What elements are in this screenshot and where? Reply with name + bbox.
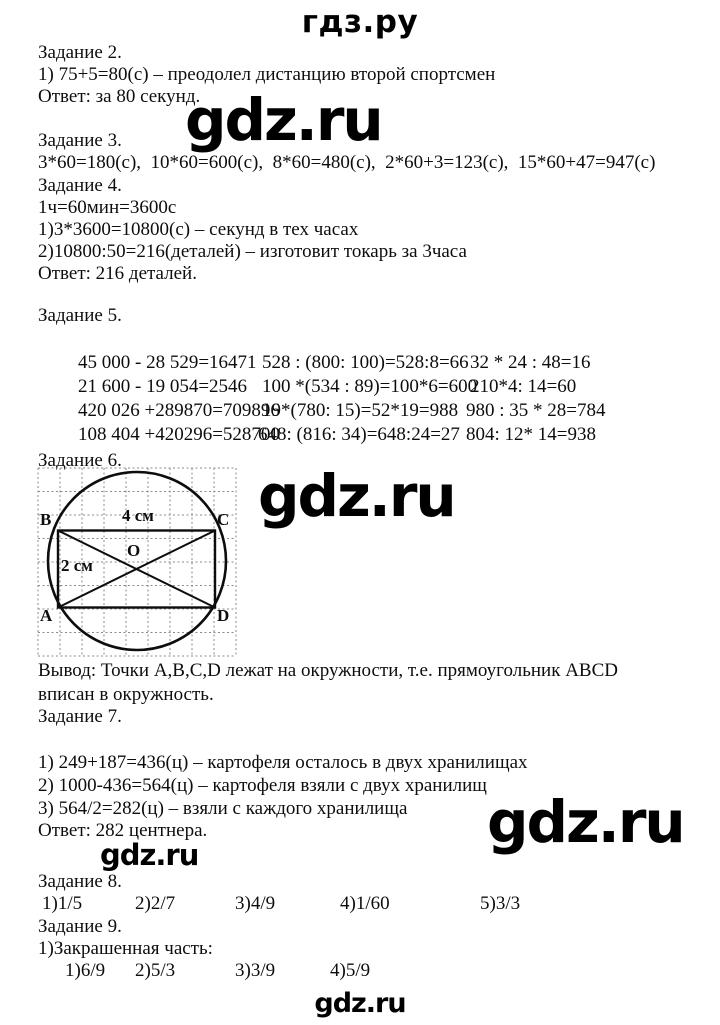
site-logo-header: гдз.ру <box>301 4 419 40</box>
point-label-a: A <box>40 606 53 625</box>
calc-cell: 100 *(534 : 89)=100*6=600 <box>262 376 478 397</box>
center-label-o: О <box>127 541 141 560</box>
task4-line1: 1ч=60мин=3600с <box>38 197 177 218</box>
task4-title: Задание 4. <box>38 175 122 196</box>
task2-answer: Ответ: за 80 секунд. <box>38 86 201 107</box>
task3-line1: 3*60=180(с), 10*60=600(с), 8*60=480(с), 2*60+3=123(с), 15*60+47=947(с) <box>38 152 656 173</box>
task9-title: Задание 9. <box>38 916 122 937</box>
point-label-d: D <box>217 606 230 625</box>
task7-answer: Ответ: 282 центнера. <box>38 820 208 841</box>
calc-cell: 210*4: 14=60 <box>470 376 577 397</box>
task6-figure <box>37 466 239 658</box>
calc-cell: 19*(780: 15)=52*19=988 <box>262 400 459 421</box>
fraction-item: 1)6/9 <box>65 960 106 981</box>
task8-title: Задание 8. <box>38 871 122 892</box>
point-label-c: C <box>217 510 230 529</box>
task7-title: Задание 7. <box>38 706 122 727</box>
calc-cell: 420 026 +289870=709896 <box>78 400 280 421</box>
watermark-gdz-3: gdz.ru <box>487 788 684 856</box>
task7-line3: 3) 564/2=282(ц) – взяли с каждого хранилища <box>38 798 408 819</box>
fraction-item: 3)3/9 <box>235 960 276 981</box>
watermark-gdz-1: gdz.ru <box>185 86 382 154</box>
fraction-item: 1)1/5 <box>42 893 83 914</box>
point-label-b: B <box>40 510 52 529</box>
width-dimension-label: 4 см <box>122 506 154 525</box>
task3-title: Задание 3. <box>38 130 122 151</box>
fraction-item: 2)2/7 <box>135 893 176 914</box>
calc-cell: 980 : 35 * 28=784 <box>466 400 606 421</box>
task6-conclusion-line2: вписан в окружность. <box>38 684 214 705</box>
task5-title: Задание 5. <box>38 305 122 326</box>
task9-subtitle: 1)Закрашенная часть: <box>38 938 213 959</box>
task6-title: Задание 6. <box>38 450 122 471</box>
task4-line2: 1)3*3600=10800(с) – секунд в тех часах <box>38 219 359 240</box>
calc-cell: 804: 12* 14=938 <box>466 424 596 445</box>
calc-cell: 45 000 - 28 529=16471 <box>78 352 257 373</box>
task6-conclusion-line1: Вывод: Точки А,В,С,D лежат на окружности, т.е. прямоугольник ABCD <box>38 660 618 681</box>
height-dimension-label: 2 см <box>61 556 93 575</box>
task2-title: Задание 2. <box>38 42 122 63</box>
task4-answer: Ответ: 216 деталей. <box>38 263 197 284</box>
fraction-item: 5)3/3 <box>480 893 521 914</box>
calc-cell: 648: (816: 34)=648:24=27 <box>258 424 460 445</box>
calc-cell: 108 404 +420296=528700 <box>78 424 280 445</box>
task7-line1: 1) 249+187=436(ц) – картофеля осталось в двух хранилищах <box>38 752 528 773</box>
fraction-item: 4)5/9 <box>330 960 371 981</box>
calc-cell: 528 : (800: 100)=528:8=66 <box>262 352 469 373</box>
fraction-item: 3)4/9 <box>235 893 276 914</box>
fraction-item: 4)1/60 <box>340 893 390 914</box>
watermark-gdz-2: gdz.ru <box>258 462 455 530</box>
fraction-item: 2)5/3 <box>135 960 176 981</box>
task4-line3: 2)10800:50=216(деталей) – изготовит токарь за 3часа <box>38 241 467 262</box>
watermark-gdz-4: gdz.ru <box>100 838 199 872</box>
task2-line1: 1) 75+5=80(с) – преодолел дистанцию второй спортсмен <box>38 64 496 85</box>
calc-cell: 21 600 - 19 054=2546 <box>78 376 248 397</box>
task7-line2: 2) 1000-436=564(ц) – картофеля взяли с двух хранилищ <box>38 775 487 796</box>
site-logo-footer: gdz.ru <box>314 988 406 1019</box>
calc-cell: 32 * 24 : 48=16 <box>470 352 591 373</box>
